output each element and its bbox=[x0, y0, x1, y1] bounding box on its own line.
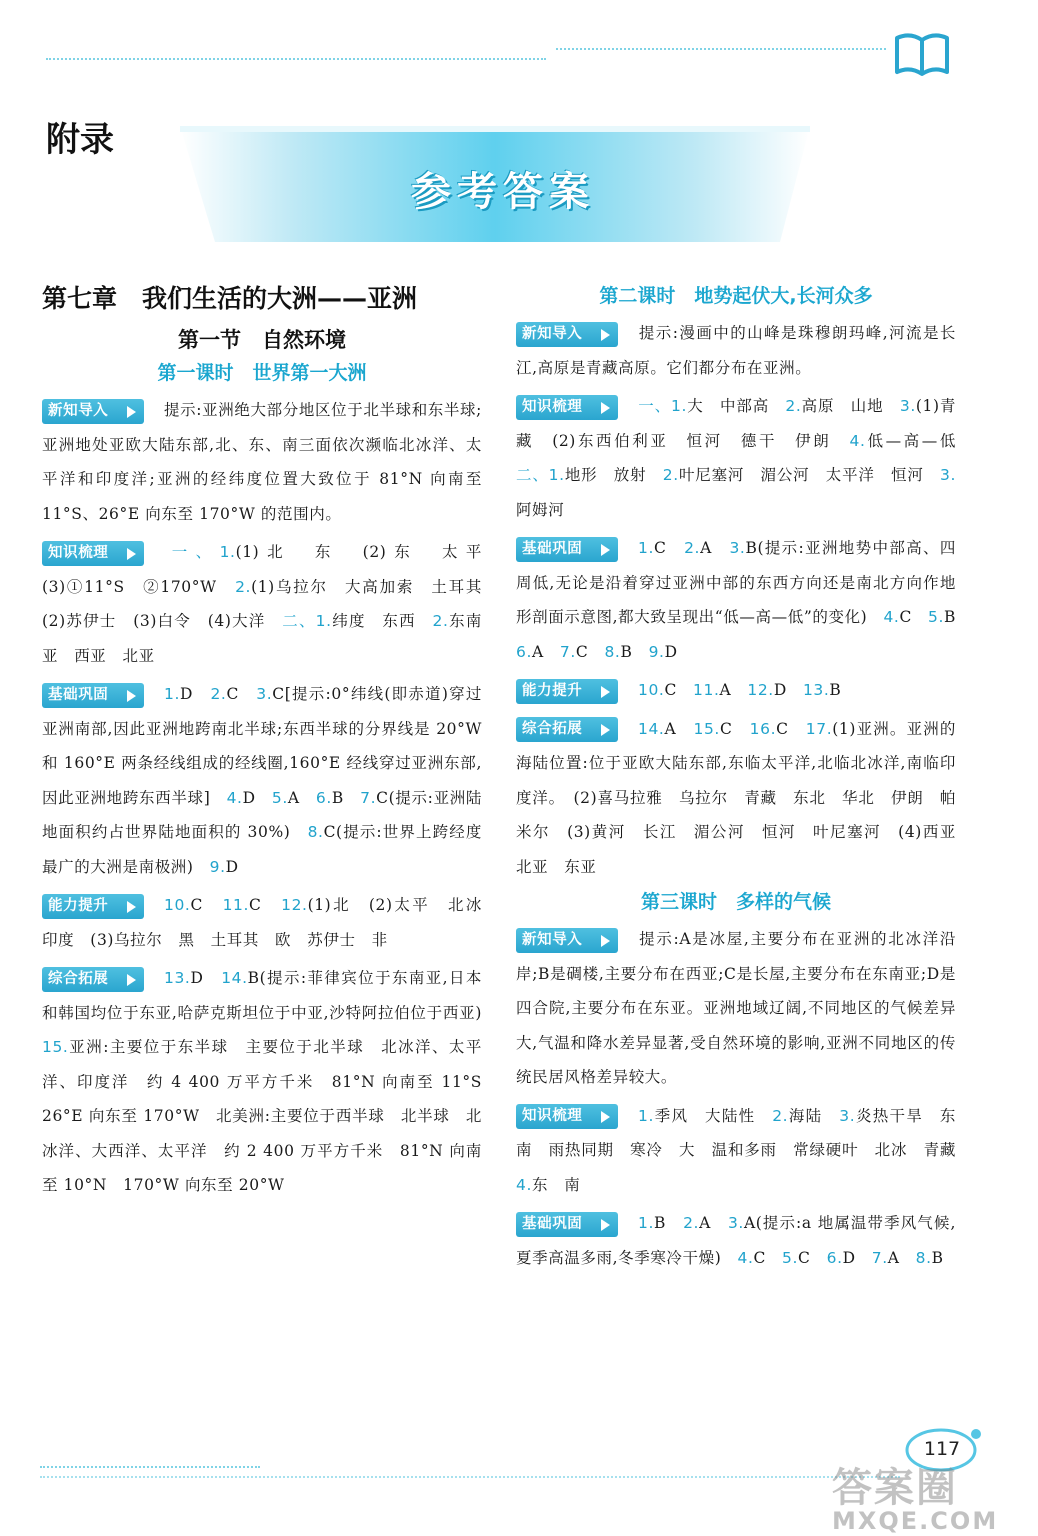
play-arrow-icon bbox=[601, 329, 610, 341]
play-arrow-icon bbox=[601, 402, 610, 414]
play-arrow-icon bbox=[601, 686, 610, 698]
banner-title: 参考答案 bbox=[411, 169, 595, 215]
neng-tag: 能力提升 bbox=[516, 679, 618, 704]
xin-tag: 新知导入 bbox=[42, 399, 144, 424]
right-column bbox=[516, 280, 973, 1275]
top-dotted-line-left bbox=[46, 58, 546, 60]
lesson2-neng-block: 能力提升 10.C 11.A 12.D 13.B bbox=[516, 673, 956, 708]
bottom-dotted-line-left bbox=[40, 1466, 260, 1468]
play-arrow-icon bbox=[127, 406, 136, 418]
lesson1-title: 第一课时 世界第一大洲 bbox=[157, 362, 367, 384]
lesson2-xin-block: 新知导入 提示:漫画中的山峰是珠穆朗玛峰,河流是长江,高原是青藏高原。它们都分布在亚洲。 bbox=[516, 316, 956, 385]
zong-tag: 综合拓展 bbox=[42, 967, 144, 992]
play-arrow-icon bbox=[127, 548, 136, 560]
lesson1-ji-block: 基础巩固 1.D 2.C 3.C[提示:0°纬线(即赤道)穿过亚洲南部,因此亚洲地跨南北半球;东西半球的分界线是 20°W 和 160°E 两条经线组成的经线圈,160°E 经线穿过亚洲东部,因此亚洲地跨东西半球] 4.D 5.A 6.B 7.C(提示:亚洲陆地面积约占世界陆地面积的 30%) 8.C(提示:世界上跨经度最广的大洲是南极洲) 9.D bbox=[42, 677, 482, 884]
top-dotted-line-right bbox=[556, 48, 886, 50]
play-arrow-icon bbox=[601, 935, 610, 947]
lesson3-ji-block: 基础巩固 1.B 2.A 3.A(提示:a 地属温带季风气候,夏季高温多雨,冬季寒冷干燥) 4.C 5.C 6.D 7.A 8.B bbox=[516, 1206, 956, 1275]
play-arrow-icon bbox=[601, 1219, 610, 1231]
zhi-tag: 知识梳理 bbox=[516, 395, 618, 420]
lesson1-neng-block: 能力提升 10.C 11.C 12.(1)北 (2)太平 北冰 印度 (3)乌拉尔 黑 土耳其 欧 苏伊士 非 bbox=[42, 888, 482, 957]
play-arrow-icon bbox=[601, 544, 610, 556]
section-title: 第一节 自然环境 bbox=[178, 328, 346, 352]
play-arrow-icon bbox=[601, 1111, 610, 1123]
lesson2-zong-block: 综合拓展 14.A 15.C 16.C 17.(1)亚洲。亚洲的海陆位置:位于亚欧大陆东部,东临太平洋,北临北冰洋,南临印度洋。 (2)喜马拉雅 乌拉尔 青藏 东北 华北 伊朗 帕米尔 (3)黄河 长江 湄公河 恒河 叶尼塞河 (4)西亚 北亚 东亚 bbox=[516, 712, 956, 885]
page-number: 117 bbox=[923, 1438, 961, 1460]
ji-tag: 基础巩固 bbox=[42, 683, 144, 708]
left-column bbox=[42, 280, 499, 1203]
lesson1-zhi-block: 知识梳理 一、1.(1)北 东 (2)东 太平 (3)①11°S ②170°W 2.(1)乌拉尔 大高加索 土耳其 (2)苏伊士 (3)白令 (4)大洋 二、1.纬度 东西 2.东南亚 西亚 北亚 bbox=[42, 535, 482, 673]
lesson2-zhi-block: 知识梳理 一、1.大 中部高 2.高原 山地 3.(1)青藏 (2)东西伯利亚 恒河 德干 伊朗 4.低—高—低 二、1.地形 放射 2.叶尼塞河 湄公河 太平洋 恒河 3.阿姆河 bbox=[516, 389, 956, 527]
appendix-label: 附录 bbox=[46, 120, 114, 160]
xin-tag: 新知导入 bbox=[516, 928, 618, 953]
zong-tag: 综合拓展 bbox=[516, 717, 618, 742]
zhi-tag: 知识梳理 bbox=[42, 541, 144, 566]
lesson3-zhi-block: 知识梳理 1.季风 大陆性 2.海陆 3.炎热干旱 东 南 雨热同期 寒冷 大 温和多雨 常绿硬叶 北冰 青藏 4.东 南 bbox=[516, 1099, 956, 1203]
play-arrow-icon bbox=[127, 901, 136, 913]
neng-tag: 能力提升 bbox=[42, 894, 144, 919]
book-icon bbox=[893, 30, 951, 80]
play-arrow-icon bbox=[127, 974, 136, 986]
ji-tag: 基础巩固 bbox=[516, 537, 618, 562]
zhi-tag: 知识梳理 bbox=[516, 1104, 618, 1129]
lesson2-ji-block: 基础巩固 1.C 2.A 3.B(提示:亚洲地势中部高、四周低,无论是沿着穿过亚洲中部的东西方向还是南北方向作地形剖面示意图,都大致呈现出“低—高—低”的变化) 4.C 5.B 6.A 7.C 8.B 9.D bbox=[516, 531, 956, 669]
lesson1-zong-block: 综合拓展 13.D 14.B(提示:菲律宾位于东南亚,日本和韩国均位于东亚,哈萨克斯坦位于中亚,沙特阿拉伯位于西亚) 15.亚洲:主要位于东半球 主要位于北半球 北冰洋、太平洋、印度洋 约 4 400 万平方千米 81°N 向南至 11°S 26°E 向东至 170°W 北美洲:主要位于西半球 北半球 北冰洋、大西洋、太平洋 约 2 400 万平方千米 81°N 向南至 10°N 170°W 向东至 20°W bbox=[42, 961, 482, 1203]
xin-tag: 新知导入 bbox=[516, 322, 618, 347]
play-arrow-icon bbox=[601, 724, 610, 736]
watermark: 答案圈 MXQE.COM bbox=[832, 1465, 999, 1535]
play-arrow-icon bbox=[127, 690, 136, 702]
lesson3-title: 第三课时 多样的气候 bbox=[640, 891, 831, 913]
lesson3-xin-block: 新知导入 提示:A是冰屋,主要分布在亚洲的北冰洋沿岸;B是碉楼,主要分布在西亚;C是长屋,主要分布在东南亚;D是四合院,主要分布在东亚。亚洲地域辽阔,不同地区的气候差异大,气温和降水差异显著,受自然环境的影响,亚洲不同地区的传统民居风格差异较大。 bbox=[516, 922, 956, 1095]
bottom-dotted-line-mid bbox=[40, 1476, 900, 1478]
chapter-title: 第七章 我们生活的大洲——亚洲 bbox=[42, 284, 418, 313]
lesson2-title: 第二课时 地势起伏大,长河众多 bbox=[599, 285, 873, 307]
lesson1-xin-block: 新知导入 提示:亚洲绝大部分地区位于北半球和东半球;亚洲地处亚欧大陆东部,北、东、南三面依次濒临北冰洋、太平洋和印度洋;亚洲的经纬度位置大致位于 81°N 向南至 11°S、26°E 向东至 170°W 的范围内。 bbox=[42, 393, 482, 531]
ji-tag: 基础巩固 bbox=[516, 1212, 618, 1237]
